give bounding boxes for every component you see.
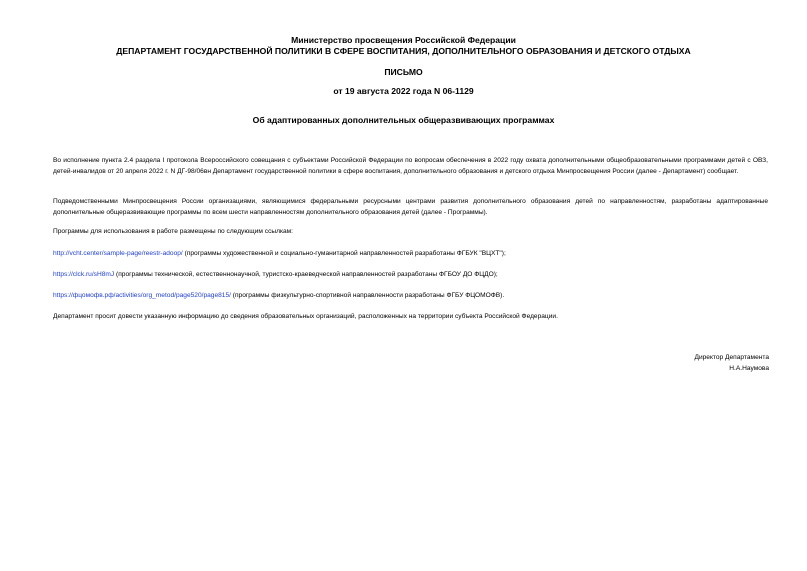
document-subject: Об адаптированных дополнительных общеразвивающих программах: [252, 115, 555, 125]
link-desc-3: (программы физкультурно-спортивной направленности разработаны ФГБУ ФЦОМОФВ).: [230, 292, 505, 299]
document-date-number: от 19 августа 2022 года N 06-1129: [333, 86, 474, 96]
link-url-1[interactable]: http://vcht.center/sample-page/reestr-adoop/: [53, 250, 183, 257]
link-desc-1: (программы художественной и социально-гуманитарной направленностей разработаны ФГБУК "ВЦХТ");: [182, 250, 506, 257]
link-item-2: [53, 269, 498, 280]
link-item-1: [53, 248, 506, 259]
ministry-name: Министерство просвещения Российской Федерации: [291, 35, 516, 45]
signature-position: Директор Департамента: [694, 354, 769, 361]
paragraph-2: Подведомственными Минпросвещения России организациями, являющимися федеральными ресурсными центрами развития дополнительного образования детей по направленностям, разработаны адаптированные дополнительные общеразвивающие программы по всем шести направленностям дополнительного образования детей (далее - Программы).: [53, 198, 768, 216]
signature-name: Н.А.Наумова: [729, 365, 769, 372]
paragraph-3: Программы для использования в работе размещены по следующим ссылкам:: [53, 228, 294, 235]
link-desc-2: (программы технической, естественнонаучной, туристско-краеведческой направленностей разработаны ФГБОУ ДО ФЦДО);: [114, 271, 498, 278]
department-name: ДЕПАРТАМЕНТ ГОСУДАРСТВЕННОЙ ПОЛИТИКИ В СФЕРЕ ВОСПИТАНИЯ, ДОПОЛНИТЕЛЬНОГО ОБРАЗОВАНИЯ И ДЕТСКОГО ОТДЫХА: [116, 46, 691, 56]
link-url-2[interactable]: https://clck.ru/sH8mJ: [53, 271, 115, 278]
link-item-3: [53, 290, 504, 301]
paragraph-4: Департамент просит довести указанную информацию до сведения образовательных организаций, расположенных на территории субъекта Российской Федерации.: [53, 313, 558, 320]
paragraph-1: Во исполнение пункта 2.4 раздела I протокола Всероссийского совещания с субъектами Российской Федерации по вопросам обеспечения в 2022 году охвата дополнительными общеобразовательными программами детей с ОВЗ, детей-инвалидов от 20 апреля 2022 г. N ДГ-98/06вн Департамент государственной политики в сфере воспитания, дополнительного образования и детского отдыха Минпросвещения России (далее - Департамент) сообщает.: [53, 157, 768, 175]
link-url-3[interactable]: https://фцомофв.рф/activities/org_metod/page520/page815/: [53, 292, 231, 299]
document-type: ПИСЬМО: [384, 67, 423, 77]
